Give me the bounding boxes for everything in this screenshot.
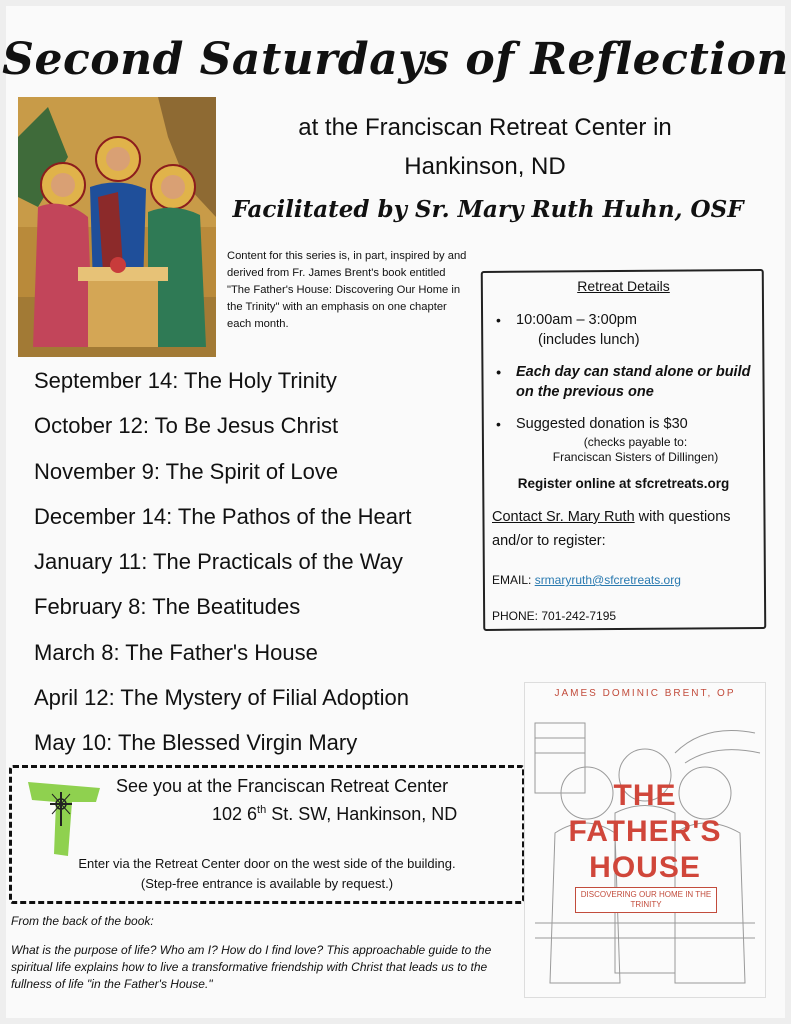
visit-info-box — [9, 765, 525, 904]
enter-instructions: Enter via the Retreat Center door on the west side of the building. — [78, 856, 456, 871]
detail-time — [516, 310, 755, 350]
book-title-line-3: HOUSE — [589, 851, 701, 884]
time-text: 10:00am – 3:00pm — [516, 312, 637, 328]
facilitator-line: Facilitated by Sr. Mary Ruth Huhn, OSF — [232, 196, 744, 223]
tau-cross-icon — [26, 778, 104, 858]
phone-line: PHONE: 701-242-7195 — [492, 609, 617, 623]
stepfree-note: (Step-free entrance is available by request.) — [140, 876, 394, 891]
address-suffix: th — [257, 804, 267, 816]
time-note: (includes lunch) — [538, 332, 640, 348]
flyer-title: Second Saturdays of Reflection — [2, 34, 789, 85]
book-author: JAMES DOMINIC BRENT, OP — [554, 688, 736, 699]
book-subtitle: DISCOVERING OUR HOME IN THE TRINITY — [575, 887, 717, 913]
schedule-item: November 9: The Spirit of Love — [34, 458, 339, 484]
schedule-item: January 11: The Practicals of the Way — [34, 549, 403, 575]
trinity-icon — [18, 97, 216, 357]
book-cover — [524, 682, 766, 998]
email-link[interactable]: srmaryruth@sfcretreats.org — [534, 573, 681, 587]
detail-standalone: • Each day can stand alone or build on the previous one — [516, 362, 755, 402]
back-of-book-text: What is the purpose of life? Who am I? How do I find love? This approachable guide to the spiritual life explains how to live a transformative friendship with Christ that leads us to the fullness of life "in the Father's House." — [11, 943, 492, 991]
details-heading: Retreat Details — [577, 278, 670, 294]
donation-text: Suggested donation is $30 — [516, 416, 688, 432]
schedule-item: September 14: The Holy Trinity — [34, 368, 337, 393]
details-list — [492, 310, 755, 464]
visit-address — [212, 804, 457, 825]
donation-note-1: (checks payable to: — [583, 435, 688, 449]
schedule-item: February 8: The Beatitudes — [34, 594, 301, 620]
retreat-details-box — [482, 270, 765, 630]
schedule-item: April 12: The Mystery of Filial Adoption — [34, 685, 409, 711]
contact-link[interactable]: Contact Sr. Mary Ruth — [492, 509, 635, 525]
address-number: 102 6 — [212, 804, 258, 824]
schedule-item: May 10: The Blessed Virgin Mary — [34, 730, 358, 756]
back-of-book-label: From the back of the book: — [11, 914, 154, 928]
email-line — [492, 573, 755, 587]
venue-line-1: at the Franciscan Retreat Center in — [298, 114, 672, 141]
address-street: St. SW, Hankinson, ND — [266, 804, 458, 824]
book-title-line-2: FATHER'S — [568, 815, 722, 848]
schedule-item: March 8: The Father's House — [34, 639, 318, 665]
intro-text: Content for this series is, in part, inspired by and derived from Fr. James Brent's book entitled "The Father's House: Discovering Our Home in the Trinity" with an emphasis on one chapter each month. — [227, 250, 467, 330]
book-title-line-1: THE — [613, 779, 677, 812]
register-online: Register online at sfcretreats.org — [517, 476, 730, 491]
detail-donation — [516, 414, 755, 464]
schedule-list — [34, 366, 494, 774]
visit-heading: See you at the Franciscan Retreat Center — [116, 776, 449, 796]
venue-block — [240, 108, 730, 186]
venue-line-2: Hankinson, ND — [404, 153, 566, 180]
visit-instructions — [12, 854, 522, 894]
schedule-item: December 14: The Pathos of the Heart — [34, 503, 412, 529]
contact-rest: with questions and/or to register: — [492, 509, 731, 549]
contact-line — [492, 505, 755, 553]
donation-note-2: Franciscan Sisters of Dillingen) — [552, 450, 719, 464]
schedule-item: October 12: To Be Jesus Christ — [34, 413, 339, 439]
email-label: EMAIL: — [492, 573, 535, 587]
